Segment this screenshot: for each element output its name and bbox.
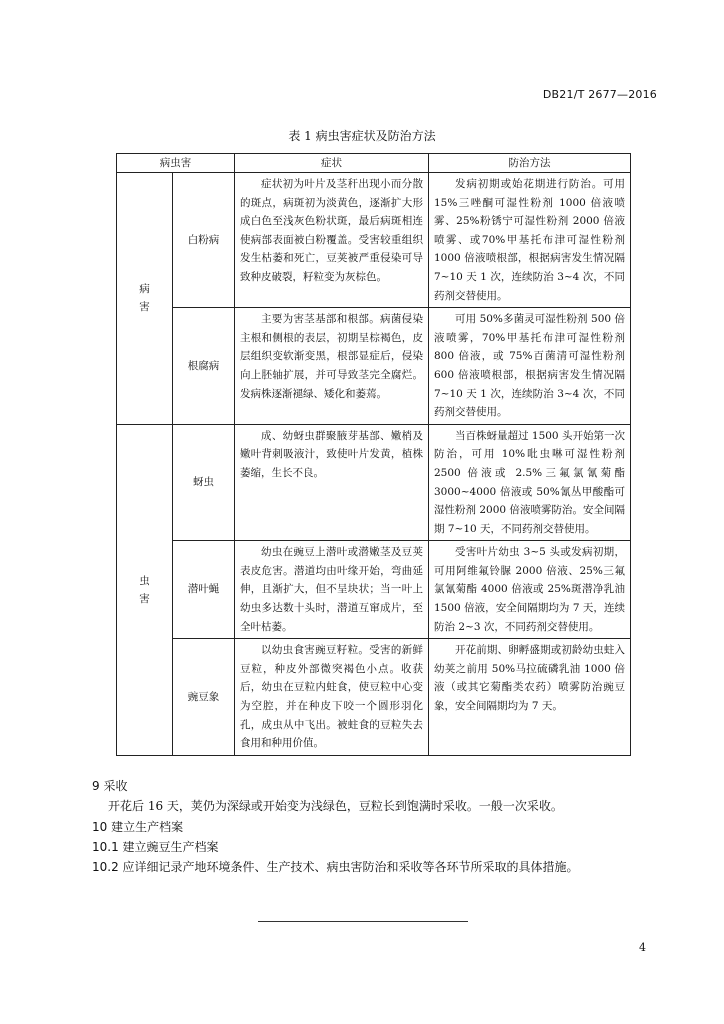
header-control: 防治方法	[429, 154, 631, 173]
category-char: 害	[139, 301, 150, 314]
header-pest: 病虫害	[117, 154, 235, 173]
control-cell: 开花前期、卵孵盛期或初龄幼虫蛀入幼荚之前用 50%马拉硫磷乳油 1000 倍液（或其它菊酯类农药）喷雾防治豌豆象，安全间隔期均为 7 天。	[429, 639, 631, 756]
section-9-heading: 9 采收	[92, 779, 128, 793]
symptom-cell: 幼虫在豌豆上潜叶或潜嫩茎及豆荚表皮危害。潜道均由叶缘开始，弯曲延伸，且渐扩大，但不呈块状；当一叶上幼虫多达数十头时，潜道互窜成片，至全叶枯萎。	[235, 541, 429, 639]
footer-divider	[258, 921, 468, 922]
table-header-row	[117, 154, 631, 173]
section-10-2: 10.2 应详细记录产地环境条件、生产技术、病虫害防治和采收等各环节所采取的具体措施。	[92, 860, 579, 874]
category-disease	[117, 173, 173, 425]
pest-name: 白粉病	[173, 173, 235, 308]
page-number: 4	[639, 941, 646, 954]
table-row	[117, 424, 631, 541]
symptom-cell: 成、幼蚜虫群聚腋芽基部、嫩梢及嫩叶背刺吸液汁，致使叶片发黄，植株萎缩，生长不良。	[235, 424, 429, 541]
control-cell: 当百株蚜量超过 1500 头开始第一次防治，可用 10%吡虫啉可湿性粉剂 2500 倍液或 2.5%三氟氯氰菊酯 3000~4000 倍液或 50%氰丛甲酸酯可湿性粉剂 2000 倍液喷雾防治。安全间隔期 7~10 天，不同药剂交替使用。	[429, 424, 631, 541]
symptom-cell: 症状初为叶片及茎秆出现小而分散的斑点，病斑初为淡黄色，逐渐扩大形成白色至浅灰色粉状斑，最后病斑相连使病部表面被白粉覆盖。受害较重组织发生枯萎和死亡，豆荚被严重侵染可导致种皮破裂，籽粒变为灰棕色。	[235, 173, 429, 308]
category-char: 害	[139, 592, 150, 605]
pest-name: 蚜虫	[173, 424, 235, 541]
header-symptom: 症状	[235, 154, 429, 173]
section-10-heading: 10 建立生产档案	[92, 820, 184, 834]
pest-name: 潜叶蝇	[173, 541, 235, 639]
table-row	[117, 639, 631, 756]
category-char: 虫	[139, 574, 150, 587]
section-10-1: 10.1 建立豌豆生产档案	[92, 840, 219, 854]
table-row	[117, 308, 631, 425]
pest-name: 豌豆象	[173, 639, 235, 756]
symptom-cell: 以幼虫食害豌豆籽粒。受害的新鲜豆粒，种皮外部微突褐色小点。收获后，幼虫在豆粒内蛀食，使豆粒中心变为空腔，并在种皮下咬一个圆形羽化孔，成虫从中飞出。被蛀食的豆粒失去食用和种用价值。	[235, 639, 429, 756]
control-cell: 可用 50%多菌灵可湿性粉剂 500 倍液喷雾，70%甲基托布津可湿性粉剂 800 倍液，或 75%百菌清可湿性粉剂 600 倍液喷根部，根据病害发生情况隔 7~10 天 1 次，连续防治 3~4 次，不同药剂交替使用。	[429, 308, 631, 425]
table-row	[117, 541, 631, 639]
standard-code: DB21/T 2677—2016	[542, 88, 657, 101]
section-9-body: 开花后 16 天，荚仍为深绿或开始变为浅绿色，豆粒长到饱满时采收。一般一次采收。	[108, 799, 563, 813]
table-caption: 表 1 病虫害症状及防治方法	[288, 129, 436, 143]
category-char: 病	[139, 283, 150, 296]
table-row	[117, 173, 631, 308]
pest-name: 根腐病	[173, 308, 235, 425]
control-cell: 受害叶片幼虫 3~5 头或发病初期，可用阿维氟铃脲 2000 倍液、25%三氟氯氰菊酯 4000 倍液或 25%斑潜净乳油 1500 倍液，安全间隔期均为 7 天，连续防治 2~3 次，不同药剂交替使用。	[429, 541, 631, 639]
pest-control-table	[116, 153, 631, 756]
symptom-cell: 主要为害茎基部和根部。病菌侵染主根和侧根的表层，初期呈棕褐色，皮层组织变软渐变黑，根部显症后，侵染向上胚轴扩展，并可导致茎完全腐烂。发病株逐渐褪绿、矮化和萎蔫。	[235, 308, 429, 425]
category-insect	[117, 424, 173, 755]
control-cell: 发病初期或始花期进行防治。可用 15%三唑酮可湿性粉剂 1000 倍液喷雾、25%粉锈宁可湿性粉剂 2000 倍液喷雾、或70%甲基托布津可湿性粉剂 1000 倍液喷根部，根据病害发生情况隔 7~10 天 1 次，连续防治 3~4 次，不同药剂交替使用。	[429, 173, 631, 308]
